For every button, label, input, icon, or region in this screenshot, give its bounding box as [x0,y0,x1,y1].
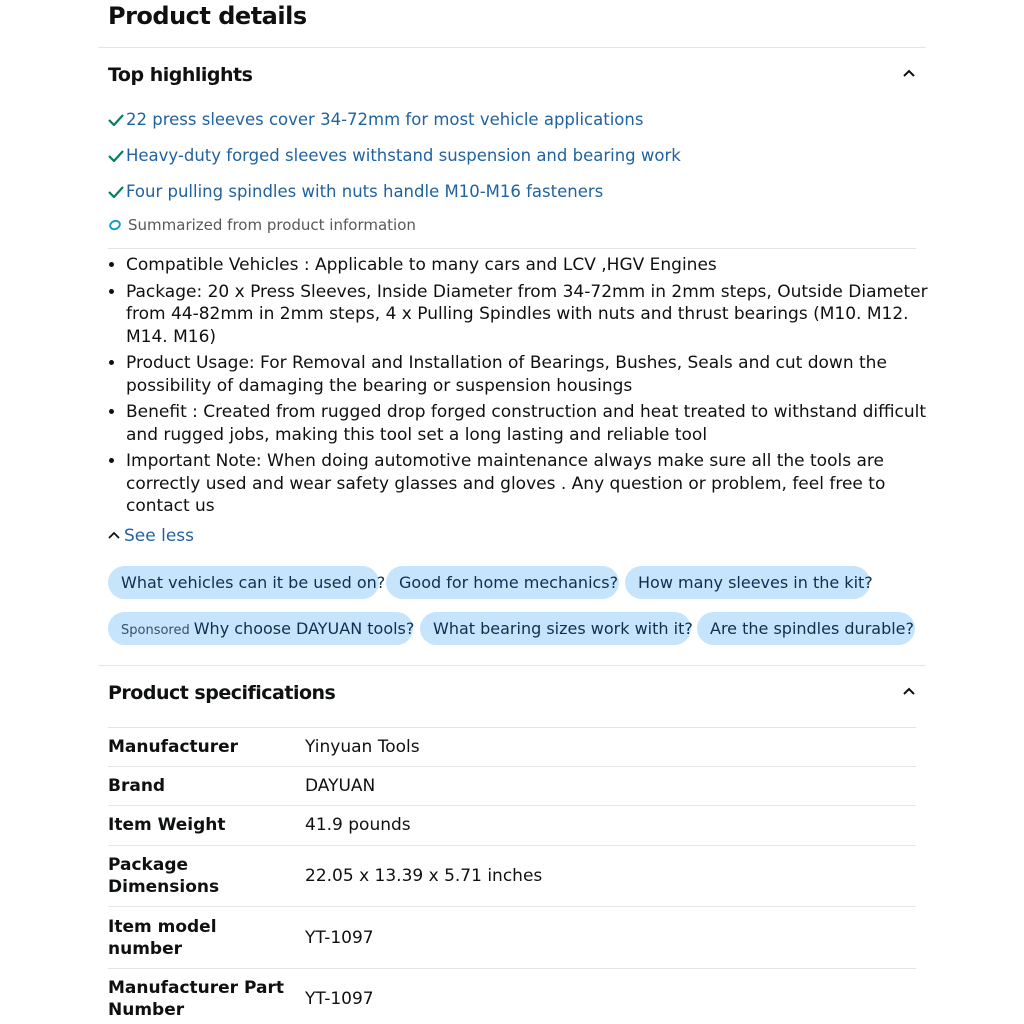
spec-key: Manufacturer Part Number [108,978,284,1020]
check-icon [108,186,124,198]
divider [108,845,916,846]
sponsored-question-text: Why choose DAYUAN tools? [193,619,415,638]
product-specifications-title: Product specifications [108,682,336,704]
chevron-up-icon [108,531,120,539]
spec-value: DAYUAN [305,776,376,796]
divider [98,665,926,666]
sponsored-question-chip[interactable] [108,612,413,645]
highlight-item [108,146,681,165]
bullet-item: • Compatible Vehicles : Applicable to many cars and LCV ,HGV Engines [126,254,936,277]
divider [108,805,916,806]
question-chip[interactable]: Good for home mechanics? [386,566,619,599]
spec-key: Brand [108,776,166,796]
spec-value: Yinyuan Tools [305,737,420,757]
bullet-item: • Benefit : Created from rugged drop forged construction and heat treated to withstand difficult and rugged jobs, making this tool set a long lasting and reliable tool [126,401,936,446]
divider [98,47,926,48]
highlight-text: Four pulling spindles with nuts handle M10-M16 fasteners [126,182,604,201]
question-chip[interactable]: How many sleeves in the kit? [625,566,870,599]
summary-note-text: Summarized from product information [128,216,416,234]
divider [108,766,916,767]
bullet-item: • Important Note: When doing automotive maintenance always make sure all the tools are correctly used and wear safety glasses and gloves . Any question or problem, feel free to contact us [126,450,936,518]
spec-key: Manufacturer [108,737,239,757]
summary-note [108,216,416,234]
divider [108,906,916,907]
bullet-item: • Package: 20 x Press Sleeves, Inside Diameter from 34-72mm in 2mm steps, Outside Diameter from 44-82mm in 2mm steps, 4 x Pulling Spindles with nuts and thrust bearings (M10. M12. M14. M16) [126,281,936,349]
spec-value: YT-1097 [305,989,374,1009]
see-less-link[interactable] [108,526,194,546]
check-icon [108,150,124,162]
highlight-text: Heavy-duty forged sleeves withstand suspension and bearing work [126,146,681,165]
divider [108,727,916,728]
spec-value: 22.05 x 13.39 x 5.71 inches [305,866,543,886]
highlight-item [108,110,643,129]
question-chip[interactable]: What bearing sizes work with it? [420,612,691,645]
question-chip[interactable]: What vehicles can it be used on? [108,566,379,599]
top-highlights-title: Top highlights [108,64,253,86]
question-chip[interactable]: Are the spindles durable? [697,612,915,645]
see-less-label: See less [124,526,195,546]
feature-bullets [108,254,936,522]
divider [108,248,916,249]
highlight-text: 22 press sleeves cover 34-72mm for most vehicle applications [126,110,644,129]
page-title: Product details [108,2,307,30]
sponsored-label: Sponsored [121,623,190,638]
spec-key: Item model number [108,917,217,959]
chevron-up-icon[interactable] [903,69,915,77]
check-icon [108,114,124,126]
bullet-item: • Product Usage: For Removal and Installation of Bearings, Bushes, Seals and cut down the possibility of damaging the bearing or suspension housings [126,352,936,397]
ai-summary-icon [108,219,122,231]
spec-value: 41.9 pounds [305,815,411,835]
chevron-up-icon[interactable] [903,687,915,695]
divider [108,968,916,969]
highlight-item [108,182,603,201]
spec-key: Package Dimensions [108,855,220,897]
spec-value: YT-1097 [305,928,374,948]
spec-key: Item Weight [108,815,226,835]
